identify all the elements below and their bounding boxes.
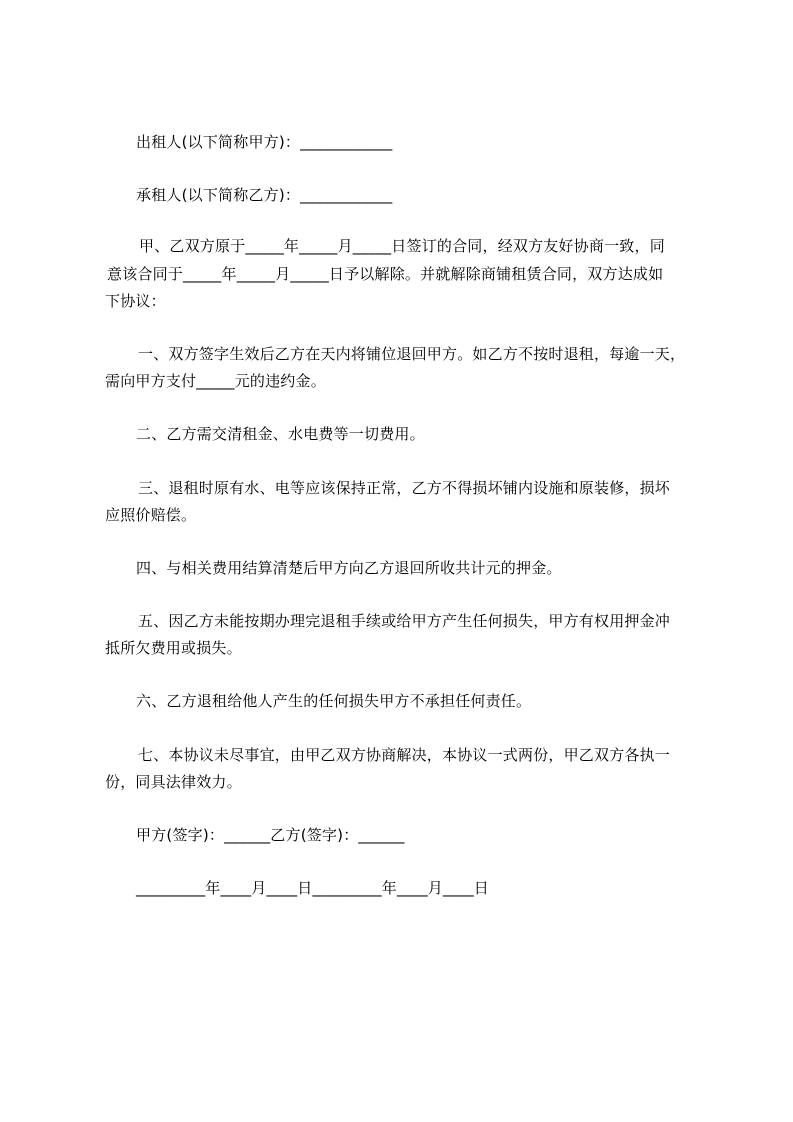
clause-6: 六、乙方退租给他人产生的任何损失甲方不承担任何责任。 (136, 692, 532, 710)
clause-7-line-1: 七、本协议未尽事宜，由甲乙双方协商解决，本协议一式两份，甲乙双方各执一 (138, 746, 671, 764)
clause-3-line-1: 三、退租时原有水、电等应该保持正常，乙方不得损坏铺内设施和原装修，损坏 (138, 479, 671, 497)
lessee-line: 承租人(以下简称乙方)：____________ (136, 186, 393, 204)
intro-line-3: 下协议： (105, 292, 166, 310)
clause-1-line-1: 一、双方签字生效后乙方在天内将铺位退回甲方。如乙方不按时退租，每逾一天， (138, 345, 686, 363)
clause-5-line-1: 五、因乙方未能按期办理完退租手续或给甲方产生任何损失，甲方有权用押金冲 (138, 612, 671, 630)
lessor-line: 出租人(以下简称甲方)：____________ (136, 133, 393, 151)
clause-7-line-2: 份，同具法律效力。 (105, 773, 242, 791)
clause-3-line-2: 应照价赔偿。 (105, 506, 197, 524)
clause-2: 二、乙方需交清租金、水电费等一切费用。 (136, 425, 425, 443)
date-line: _________年____月____日_________年____月____日 (136, 879, 490, 897)
clause-1-line-2: 需向甲方支付_____元的违约金。 (105, 372, 326, 390)
intro-line-1: 甲、乙双方原于_____年_____月_____日签订的合同，经双方友好协商一致，同 (139, 237, 665, 255)
intro-line-2: 意该合同于_____年_____月_____日予以解除。并就解除商铺租赁合同，双方达成如 (107, 265, 664, 283)
clause-4: 四、与相关费用结算清楚后甲方向乙方退回所收共计元的押金。 (136, 559, 562, 577)
signature-line: 甲方(签字)：______乙方(签字)：______ (136, 826, 405, 844)
clause-5-line-2: 抵所欠费用或损失。 (105, 639, 242, 657)
